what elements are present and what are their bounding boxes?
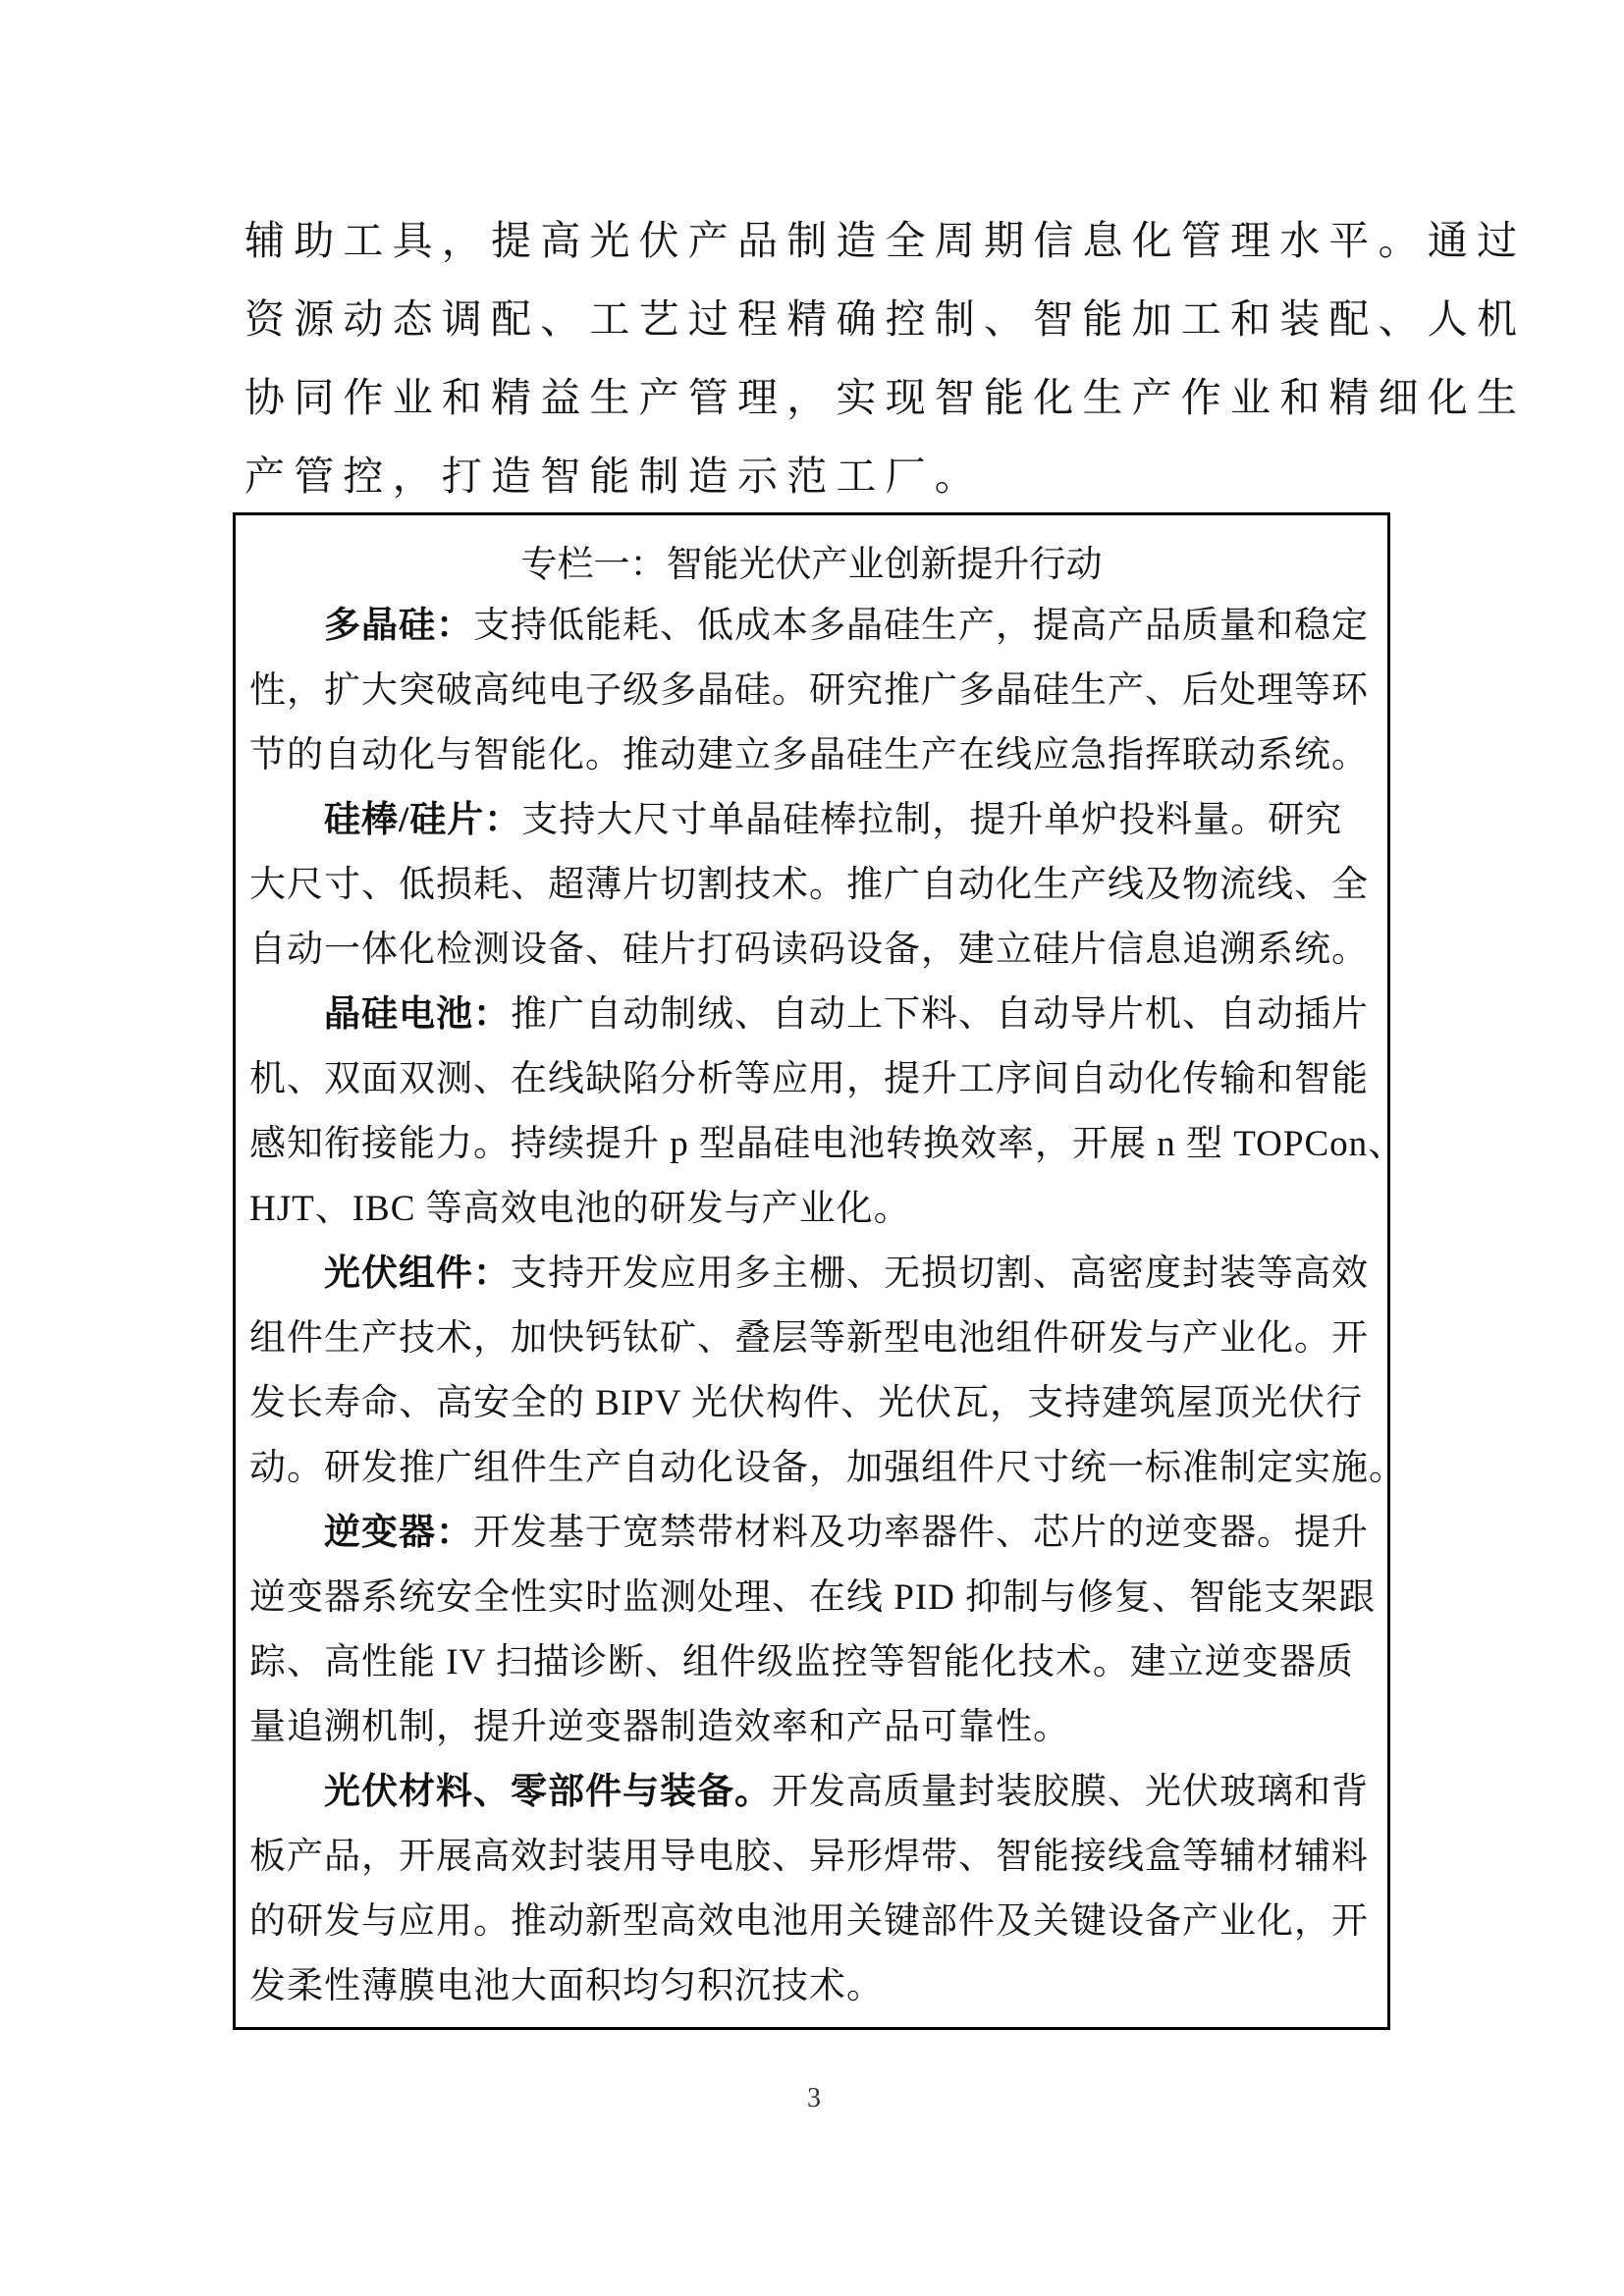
section-heading: 硅棒/硅片： [324,800,522,840]
page-number: 3 [807,2083,821,2113]
text-line: 量追溯机制，提升逆变器制造效率和产品可靠性。 [249,1707,1070,1747]
text-line: 感知衔接能力。持续提升 p 型晶硅电池转换效率，开展 n 型 TOPCon、 [249,1124,1406,1164]
text-line [249,788,1379,853]
section-inverters [249,1501,1379,1760]
text-line: 大尺寸、低损耗、超薄片切割技术。推广自动化生产线及物流线、全 [249,865,1369,905]
section-text: 开发高质量封装胶膜、光伏玻璃和背 [772,1772,1369,1812]
section-polysilicon [249,594,1379,788]
box-title: 专栏一：智能光伏产业创新提升行动 [520,543,1103,585]
section-text: 支持低能耗、低成本多晶硅生产，提高产品质量和稳定 [473,606,1369,646]
section-text: 支持大尺寸单晶硅棒拉制，提升单炉投料量。研究 [521,800,1343,840]
section-cells [249,983,1406,1242]
section-heading: 逆变器： [324,1513,473,1553]
text-line: 板产品，开展高效封装用导电胶、异形焊带、智能接线盒等辅材辅料 [249,1837,1369,1877]
text-line [249,1760,1379,1825]
section-text: 推广自动制绒、自动上下料、自动导片机、自动插片 [511,994,1369,1035]
text-line: 产管控，打造智能制造示范工厂。 [244,453,984,500]
section-materials [249,1760,1379,2019]
text-line: 自动一体化检测设备、硅片打码读码设备，建立硅片信息追溯系统。 [249,930,1369,970]
text-line [249,1501,1379,1566]
section-text: 支持开发应用多主栅、无损切割、高密度封装等高效 [511,1254,1369,1294]
section-heading: 晶硅电池： [324,994,511,1035]
text-line: 机、双面双测、在线缺陷分析等应用，提升工序间自动化传输和智能 [249,1059,1369,1099]
text-line: HJT、IBC 等高效电池的研发与产业化。 [249,1189,911,1229]
text-line: 节的自动化与智能化。推动建立多晶硅生产在线应急指挥联动系统。 [249,735,1369,775]
intro-paragraph [244,201,1527,515]
text-line: 逆变器系统安全性实时监测处理、在线 PID 抑制与修复、智能支架跟 [249,1577,1377,1618]
text-line [249,594,1379,659]
section-ingot-wafer [249,788,1379,983]
section-heading: 光伏材料、零部件与装备。 [324,1772,772,1812]
text-line: 性，扩大突破高纯电子级多晶硅。研究推广多晶硅生产、后处理等环 [249,670,1369,711]
text-line [249,983,1379,1047]
text-line: 资源动态调配、工艺过程精确控制、智能加工和装配、人机 [244,295,1527,343]
text-line: 发长寿命、高安全的 BIPV 光伏构件、光伏瓦，支持建筑屋顶光伏行 [249,1383,1364,1423]
text-line: 协同作业和精益生产管理，实现智能化生产作业和精细化生 [244,374,1527,421]
section-heading: 光伏组件： [324,1254,511,1294]
text-line: 踪、高性能 IV 扫描诊断、组件级监控等智能化技术。建立逆变器质 [249,1642,1354,1682]
feature-box [233,512,1406,2030]
text-line: 动。研发推广组件生产自动化设备，加强组件尺寸统一标准制定实施。 [249,1448,1406,1488]
section-heading: 多晶硅： [324,606,473,646]
text-line: 辅助工具，提高光伏产品制造全周期信息化管理水平。通过 [244,217,1527,264]
text-line: 组件生产技术，加快钙钛矿、叠层等新型电池组件研发与产业化。开 [249,1318,1369,1359]
text-line: 的研发与应用。推动新型高效电池用关键部件及关键设备产业化，开 [249,1901,1369,1942]
text-line: 发柔性薄膜电池大面积均匀积沉技术。 [249,1966,884,2006]
text-line [249,1242,1379,1307]
section-text: 开发基于宽禁带材料及功率器件、芯片的逆变器。提升 [473,1513,1369,1553]
section-modules [249,1242,1406,1501]
